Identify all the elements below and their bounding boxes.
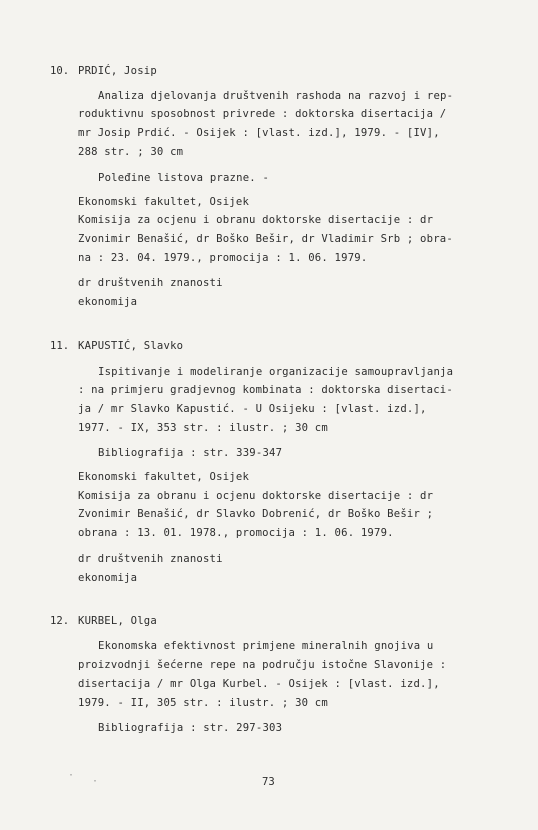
institution-line: Ekonomski fakultet, Osijek — [78, 471, 250, 483]
institution-line: na : 23. 04. 1979., promocija : 1. 06. 1979. — [78, 252, 368, 264]
institution-line: Komisija za obranu i ocjenu doktorske disertacije : dr — [78, 490, 434, 502]
subject-line: ekonomija — [78, 296, 138, 308]
entry-heading: PRDIĆ, Josip — [78, 65, 157, 77]
scan-smudge: · — [92, 776, 99, 787]
subject-line: dr društvenih znanosti — [78, 277, 223, 289]
scan-smudge: · — [68, 770, 75, 781]
note-line: Bibliografija : str. 297-303 — [98, 722, 283, 734]
title-line: 288 str. ; 30 cm — [78, 146, 184, 158]
title-line: 1979. - II, 305 str. : ilustr. ; 30 cm — [78, 697, 328, 709]
institution-line: Komisija za ocjenu i obranu doktorske disertacije : dr — [78, 214, 434, 226]
institution-line: Zvonimir Benašić, dr Slavko Dobrenić, dr Boško Bešir ; — [78, 508, 434, 520]
entry-number: 10. — [50, 65, 70, 77]
title-line: disertacija / mr Olga Kurbel. - Osijek : [vlast. izd.], — [78, 678, 440, 690]
page-number: 73 — [262, 776, 275, 788]
title-line: Ekonomska efektivnost primjene mineralnih gnojiva u — [98, 640, 434, 652]
institution-line: Zvonimir Benašić, dr Boško Bešir, dr Vladimir Srb ; obra- — [78, 233, 453, 245]
entry-number: 12. — [50, 615, 70, 627]
note-line: Poleđine listova prazne. - — [98, 172, 270, 184]
subject-line: ekonomija — [78, 572, 138, 584]
title-line: proizvodnji šećerne repe na području istočne Slavonije : — [78, 659, 447, 671]
entry-heading: KAPUSTIĆ, Slavko — [78, 340, 184, 352]
title-line: 1977. - IX, 353 str. : ilustr. ; 30 cm — [78, 422, 328, 434]
title-line: ja / mr Slavko Kapustić. - U Osijeku : [vlast. izd.], — [78, 403, 427, 415]
title-line: mr Josip Prdić. - Osijek : [vlast. izd.], 1979. - [IV], — [78, 127, 440, 139]
institution-line: Ekonomski fakultet, Osijek — [78, 196, 250, 208]
subject-line: dr društvenih znanosti — [78, 553, 223, 565]
title-line: : na primjeru gradjevnog kombinata : doktorska disertaci- — [78, 384, 453, 396]
note-line: Bibliografija : str. 339-347 — [98, 447, 283, 459]
title-line: Ispitivanje i modeliranje organizacije samoupravljanja — [98, 366, 454, 378]
title-line: roduktivnu sposobnost privrede : doktorska disertacija / — [78, 108, 447, 120]
entry-number: 11. — [50, 340, 70, 352]
title-line: Analiza djelovanja društvenih rashoda na razvoj i rep- — [98, 90, 454, 102]
institution-line: obrana : 13. 01. 1978., promocija : 1. 06. 1979. — [78, 527, 394, 539]
entry-heading: KURBEL, Olga — [78, 615, 157, 627]
